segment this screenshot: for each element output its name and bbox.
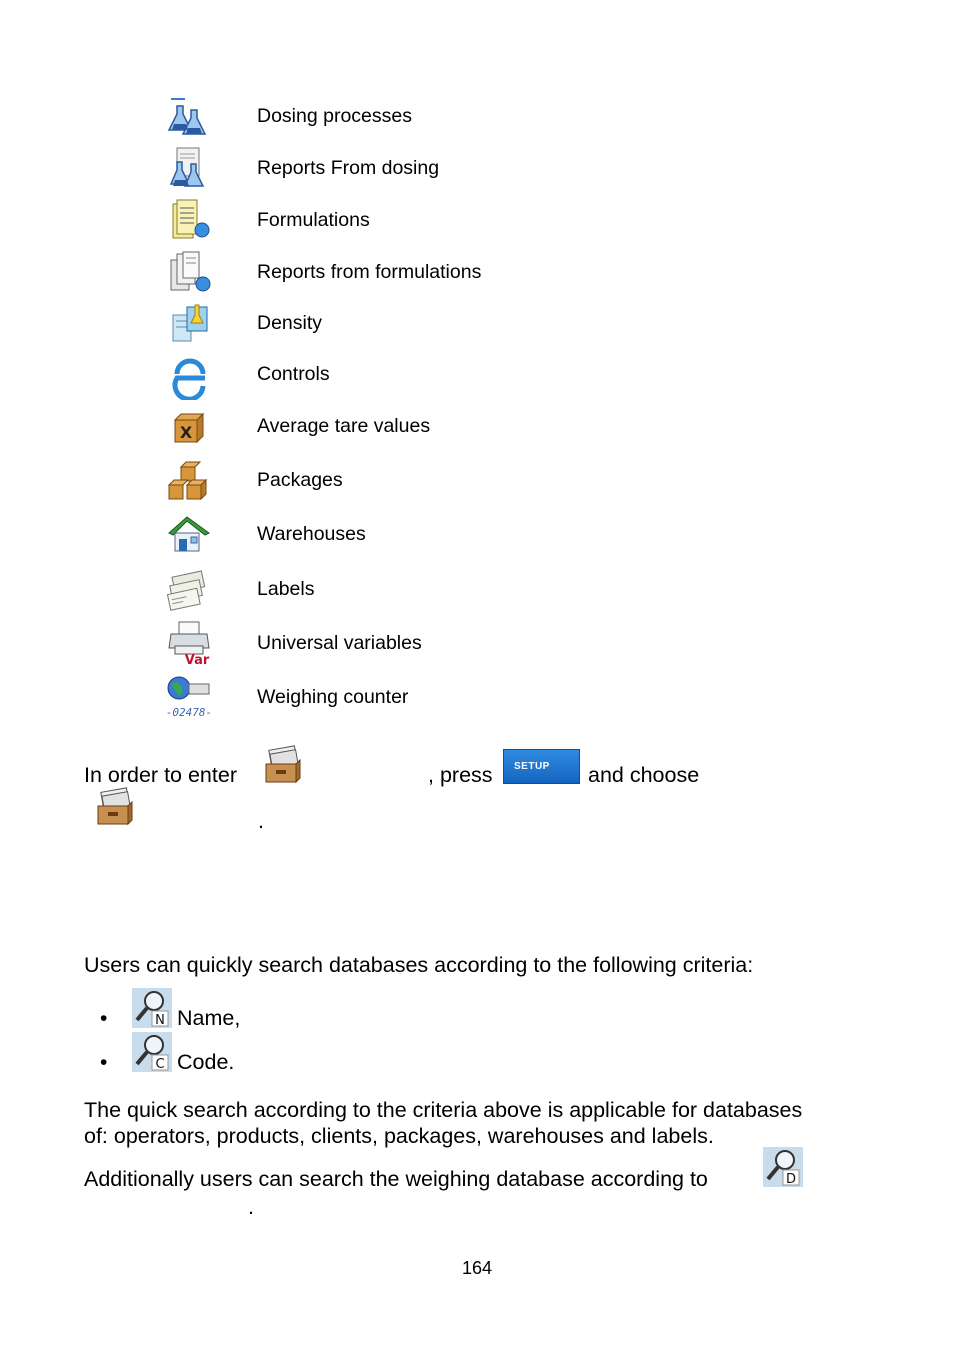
svg-text:-02478-: -02478- bbox=[165, 706, 213, 719]
weighing-counter-icon bbox=[165, 674, 213, 722]
list-item-label: Controls bbox=[257, 363, 330, 385]
warehouses-icon bbox=[165, 511, 213, 559]
instruction-middle: , press bbox=[428, 763, 493, 787]
databases-drawer-icon bbox=[94, 786, 136, 828]
formulations-icon bbox=[165, 198, 213, 246]
list-item-label: Formulations bbox=[257, 209, 370, 231]
instruction-end: . bbox=[258, 809, 264, 833]
list-item-label: Reports From dosing bbox=[257, 157, 440, 179]
reports-from-dosing-icon bbox=[165, 146, 213, 194]
list-item-label: Packages bbox=[257, 469, 343, 491]
list-item-labels bbox=[165, 566, 765, 614]
list-item-formulations bbox=[165, 198, 765, 246]
average-tare-values-icon bbox=[165, 404, 213, 452]
list-item-reports-from-formulations bbox=[165, 250, 765, 298]
list-item-label: Dosing processes bbox=[257, 105, 412, 127]
search-intro: Users can quickly search databases according to the following criteria: bbox=[84, 953, 754, 977]
list-item-label: Weighing counter bbox=[257, 686, 409, 708]
reports-from-formulations-icon bbox=[165, 250, 213, 298]
search-by-code-icon bbox=[132, 1032, 172, 1072]
list-item-warehouses bbox=[165, 511, 765, 559]
dosing-processes-icon bbox=[165, 96, 213, 144]
labels-icon bbox=[165, 566, 213, 614]
search-additional-end: . bbox=[248, 1195, 254, 1219]
svg-text:Var: Var bbox=[184, 653, 210, 668]
search-criterion-code: Code. bbox=[177, 1050, 235, 1074]
list-item-label: Reports from formulations bbox=[257, 261, 482, 283]
search-criterion-name: Name, bbox=[177, 1006, 241, 1030]
list-item-label: Average tare values bbox=[257, 415, 431, 437]
search-applicability-line1: The quick search according to the criteria above is applicable for databases bbox=[84, 1098, 803, 1122]
databases-drawer-icon bbox=[262, 744, 304, 786]
list-item-dosing-processes bbox=[165, 96, 765, 144]
list-item-weighing-counter bbox=[165, 674, 765, 722]
search-by-name-icon bbox=[132, 988, 172, 1028]
search-by-date-icon bbox=[763, 1147, 803, 1187]
list-item-label: Labels bbox=[257, 578, 315, 600]
search-criterion-letter: N bbox=[155, 1013, 165, 1028]
list-item-average-tare-values bbox=[165, 404, 765, 452]
page-number: 164 bbox=[461, 1258, 493, 1278]
setup-button[interactable]: SETUP bbox=[503, 749, 580, 784]
instruction-prefix: In order to enter bbox=[84, 763, 237, 787]
search-criterion-letter: D bbox=[785, 1172, 797, 1187]
density-icon bbox=[165, 301, 213, 349]
search-criterion-letter: C bbox=[155, 1057, 165, 1072]
controls-icon bbox=[165, 352, 213, 400]
list-item-universal-variables bbox=[165, 620, 765, 668]
list-item-label: Universal variables bbox=[257, 632, 422, 654]
list-item-packages bbox=[165, 457, 765, 505]
list-item-reports-from-dosing bbox=[165, 146, 765, 194]
search-additional: Additionally users can search the weighing database according to bbox=[84, 1167, 708, 1191]
list-item-label: Density bbox=[257, 312, 323, 334]
list-item-label: Warehouses bbox=[257, 523, 366, 545]
bullet-mark: • bbox=[100, 1007, 108, 1030]
universal-variables-icon bbox=[165, 620, 213, 668]
instruction-suffix: and choose bbox=[588, 763, 700, 787]
list-item-density bbox=[165, 301, 765, 349]
bullet-mark: • bbox=[100, 1051, 108, 1074]
packages-icon bbox=[165, 457, 213, 505]
svg-text:X: X bbox=[179, 423, 193, 442]
list-item-controls bbox=[165, 352, 765, 400]
search-applicability-line2: of: operators, products, clients, packages, warehouses and labels. bbox=[84, 1124, 714, 1148]
